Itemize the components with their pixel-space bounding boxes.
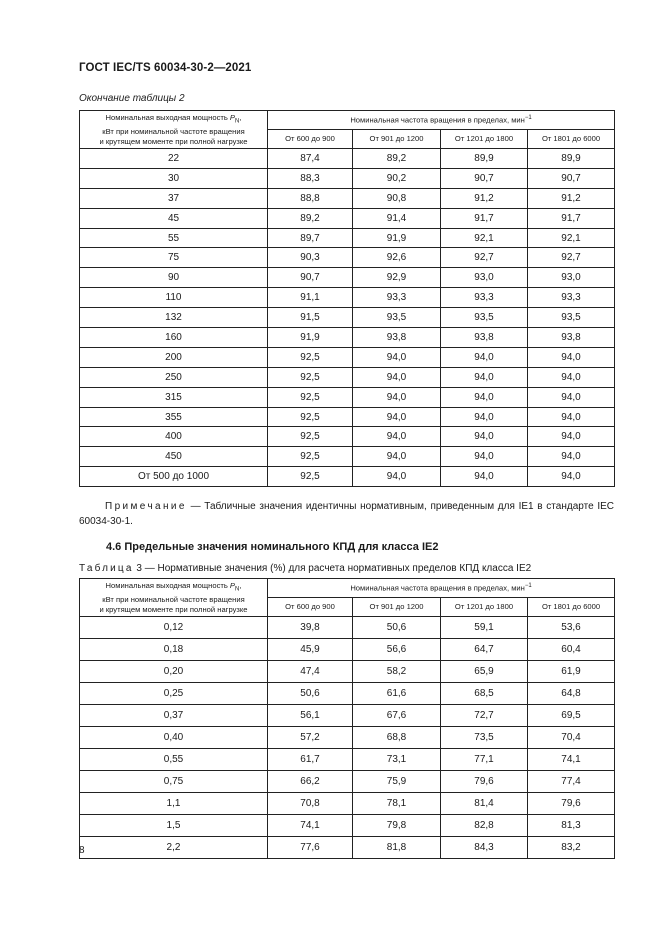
power-cell: 250 [80,367,268,387]
efficiency-cell: 91,2 [441,188,528,208]
table-row [80,749,615,771]
efficiency-cell: 72,7 [441,705,528,727]
efficiency-cell: 73,5 [441,727,528,749]
efficiency-cell: 66,2 [268,771,353,793]
efficiency-cell: 92,5 [268,387,353,407]
speed-group-header: Номинальная частота вращения в пределах, мин$^{-1}$ [268,579,615,598]
table-continuation-caption: Окончание таблицы 2 [79,93,185,104]
table-row [80,407,615,427]
efficiency-cell: 79,6 [441,771,528,793]
table-note: Примечание — Табличные значения идентичны нормативным, приведенным для IE1 в стандарте IEC 60034-30-1. [79,501,614,527]
table-row [80,168,615,188]
efficiency-cell: 61,6 [353,683,441,705]
efficiency-cell: 84,3 [441,837,528,859]
table-row [80,427,615,447]
efficiency-cell: 93,0 [441,268,528,288]
table-row [80,467,615,487]
efficiency-cell: 75,9 [353,771,441,793]
efficiency-cell: 69,5 [528,705,615,727]
efficiency-cell: 91,2 [528,188,615,208]
efficiency-cell: 94,0 [441,467,528,487]
efficiency-cell: 90,8 [353,188,441,208]
power-cell: 355 [80,407,268,427]
power-cell: 2,2 [80,837,268,859]
efficiency-cell: 77,6 [268,837,353,859]
table-row [80,149,615,169]
power-cell: 0,25 [80,683,268,705]
efficiency-cell: 94,0 [528,407,615,427]
table-row [80,208,615,228]
power-cell: 0,20 [80,661,268,683]
efficiency-cell: 70,8 [268,793,353,815]
power-cell: 22 [80,149,268,169]
document-header: ГОСТ IEC/TS 60034-30-2—2021 [79,62,252,74]
efficiency-cell: 91,7 [528,208,615,228]
efficiency-cell: 79,8 [353,815,441,837]
efficiency-cell: 59,1 [441,617,528,639]
table-row [80,288,615,308]
efficiency-cell: 94,0 [441,407,528,427]
efficiency-cell: 93,3 [353,288,441,308]
efficiency-cell: 89,9 [528,149,615,169]
efficiency-cell: 90,7 [268,268,353,288]
power-cell: 90 [80,268,268,288]
efficiency-cell: 92,1 [441,228,528,248]
efficiency-cell: 94,0 [528,427,615,447]
speed-range-header: От 1801 до 6000 [528,598,615,617]
efficiency-table-ie2 [79,578,615,859]
efficiency-cell: 90,7 [441,168,528,188]
power-cell: 160 [80,328,268,348]
power-cell: 30 [80,168,268,188]
power-column-header: Номинальная выходная мощность $P_N$, кВт при номинальной частоте вращения и крутящем моменте при полной нагрузке [80,579,268,617]
efficiency-cell: 94,0 [528,387,615,407]
speed-range-header: От 1201 до 1800 [441,598,528,617]
speed-range-header: От 1801 до 6000 [528,130,615,149]
efficiency-cell: 82,8 [441,815,528,837]
efficiency-cell: 92,7 [528,248,615,268]
efficiency-cell: 70,4 [528,727,615,749]
efficiency-cell: 94,0 [353,347,441,367]
efficiency-cell: 94,0 [353,387,441,407]
table-row [80,347,615,367]
efficiency-cell: 94,0 [528,367,615,387]
page-number: 8 [79,845,85,856]
efficiency-cell: 81,8 [353,837,441,859]
efficiency-cell: 68,5 [441,683,528,705]
table-row [80,268,615,288]
efficiency-cell: 90,7 [528,168,615,188]
efficiency-cell: 60,4 [528,639,615,661]
efficiency-cell: 94,0 [441,447,528,467]
speed-range-header: От 600 до 900 [268,598,353,617]
efficiency-cell: 45,9 [268,639,353,661]
speed-group-header: Номинальная частота вращения в пределах, мин$^{-1}$ [268,111,615,130]
efficiency-cell: 91,5 [268,308,353,328]
table-row [80,447,615,467]
efficiency-cell: 50,6 [268,683,353,705]
speed-range-header: От 901 до 1200 [353,598,441,617]
efficiency-cell: 94,0 [441,367,528,387]
efficiency-cell: 67,6 [353,705,441,727]
table-row [80,639,615,661]
efficiency-cell: 92,5 [268,447,353,467]
table-row [80,683,615,705]
efficiency-cell: 93,5 [441,308,528,328]
efficiency-cell: 93,5 [353,308,441,328]
efficiency-table-continued [79,110,615,487]
power-cell: 315 [80,387,268,407]
efficiency-cell: 93,8 [528,328,615,348]
efficiency-cell: 89,7 [268,228,353,248]
efficiency-cell: 56,6 [353,639,441,661]
efficiency-cell: 94,0 [441,347,528,367]
table-row [80,248,615,268]
table-row [80,328,615,348]
table-row [80,661,615,683]
efficiency-cell: 68,8 [353,727,441,749]
table-row [80,815,615,837]
efficiency-cell: 73,1 [353,749,441,771]
speed-range-header: От 600 до 900 [268,130,353,149]
efficiency-cell: 81,4 [441,793,528,815]
table-row [80,837,615,859]
efficiency-cell: 93,8 [353,328,441,348]
efficiency-cell: 91,9 [353,228,441,248]
efficiency-cell: 74,1 [268,815,353,837]
table-row [80,188,615,208]
efficiency-cell: 89,2 [268,208,353,228]
power-cell: 0,55 [80,749,268,771]
power-cell: 200 [80,347,268,367]
efficiency-cell: 92,5 [268,407,353,427]
efficiency-cell: 94,0 [528,467,615,487]
efficiency-cell: 94,0 [528,447,615,467]
power-cell: 45 [80,208,268,228]
efficiency-cell: 78,1 [353,793,441,815]
efficiency-cell: 64,8 [528,683,615,705]
efficiency-cell: 88,8 [268,188,353,208]
table-row [80,727,615,749]
efficiency-cell: 79,6 [528,793,615,815]
efficiency-cell: 92,5 [268,427,353,447]
power-cell: 0,37 [80,705,268,727]
power-cell: 1,1 [80,793,268,815]
efficiency-cell: 53,6 [528,617,615,639]
efficiency-cell: 93,3 [441,288,528,308]
efficiency-cell: 92,7 [441,248,528,268]
power-cell: 0,12 [80,617,268,639]
table-row [80,771,615,793]
efficiency-cell: 50,6 [353,617,441,639]
efficiency-cell: 91,1 [268,288,353,308]
power-cell: 132 [80,308,268,328]
power-cell: 75 [80,248,268,268]
efficiency-cell: 89,9 [441,149,528,169]
efficiency-cell: 92,5 [268,367,353,387]
efficiency-cell: 91,7 [441,208,528,228]
efficiency-cell: 94,0 [441,427,528,447]
efficiency-cell: 47,4 [268,661,353,683]
power-cell: 400 [80,427,268,447]
efficiency-cell: 77,1 [441,749,528,771]
power-cell: 55 [80,228,268,248]
efficiency-cell: 94,0 [353,407,441,427]
efficiency-cell: 94,0 [441,387,528,407]
power-cell: 0,75 [80,771,268,793]
table-row [80,387,615,407]
efficiency-cell: 90,3 [268,248,353,268]
efficiency-cell: 64,7 [441,639,528,661]
efficiency-cell: 39,8 [268,617,353,639]
power-cell: 0,40 [80,727,268,749]
efficiency-cell: 93,0 [528,268,615,288]
power-cell: 110 [80,288,268,308]
efficiency-cell: 92,9 [353,268,441,288]
speed-range-header: От 901 до 1200 [353,130,441,149]
power-cell: 450 [80,447,268,467]
efficiency-cell: 88,3 [268,168,353,188]
power-cell: 37 [80,188,268,208]
efficiency-cell: 83,2 [528,837,615,859]
efficiency-cell: 94,0 [528,347,615,367]
efficiency-cell: 92,5 [268,467,353,487]
power-cell: От 500 до 1000 [80,467,268,487]
table-row [80,617,615,639]
section-heading: 4.6 Предельные значения номинального КПД для класса IE2 [106,541,439,553]
table-row [80,367,615,387]
efficiency-cell: 94,0 [353,467,441,487]
efficiency-cell: 93,3 [528,288,615,308]
efficiency-cell: 90,2 [353,168,441,188]
efficiency-cell: 94,0 [353,447,441,467]
efficiency-cell: 87,4 [268,149,353,169]
efficiency-cell: 92,1 [528,228,615,248]
efficiency-cell: 93,5 [528,308,615,328]
table-caption: Таблица 3 — Нормативные значения (%) для расчета нормативных пределов КПД класса IE2 [79,563,532,574]
efficiency-cell: 57,2 [268,727,353,749]
table-row [80,228,615,248]
table-row [80,705,615,727]
efficiency-cell: 61,9 [528,661,615,683]
power-cell: 0,18 [80,639,268,661]
efficiency-cell: 94,0 [353,367,441,387]
speed-range-header: От 1201 до 1800 [441,130,528,149]
table-row [80,308,615,328]
efficiency-cell: 93,8 [441,328,528,348]
efficiency-cell: 65,9 [441,661,528,683]
efficiency-cell: 91,9 [268,328,353,348]
power-column-header: Номинальная выходная мощность $P_N$, кВт при номинальной частоте вращения и крутящем моменте при полной нагрузке [80,111,268,149]
table-row [80,793,615,815]
efficiency-cell: 81,3 [528,815,615,837]
efficiency-cell: 89,2 [353,149,441,169]
efficiency-cell: 91,4 [353,208,441,228]
efficiency-cell: 61,7 [268,749,353,771]
power-cell: 1,5 [80,815,268,837]
efficiency-cell: 74,1 [528,749,615,771]
efficiency-cell: 58,2 [353,661,441,683]
efficiency-cell: 77,4 [528,771,615,793]
efficiency-cell: 92,6 [353,248,441,268]
efficiency-cell: 92,5 [268,347,353,367]
efficiency-cell: 56,1 [268,705,353,727]
efficiency-cell: 94,0 [353,427,441,447]
